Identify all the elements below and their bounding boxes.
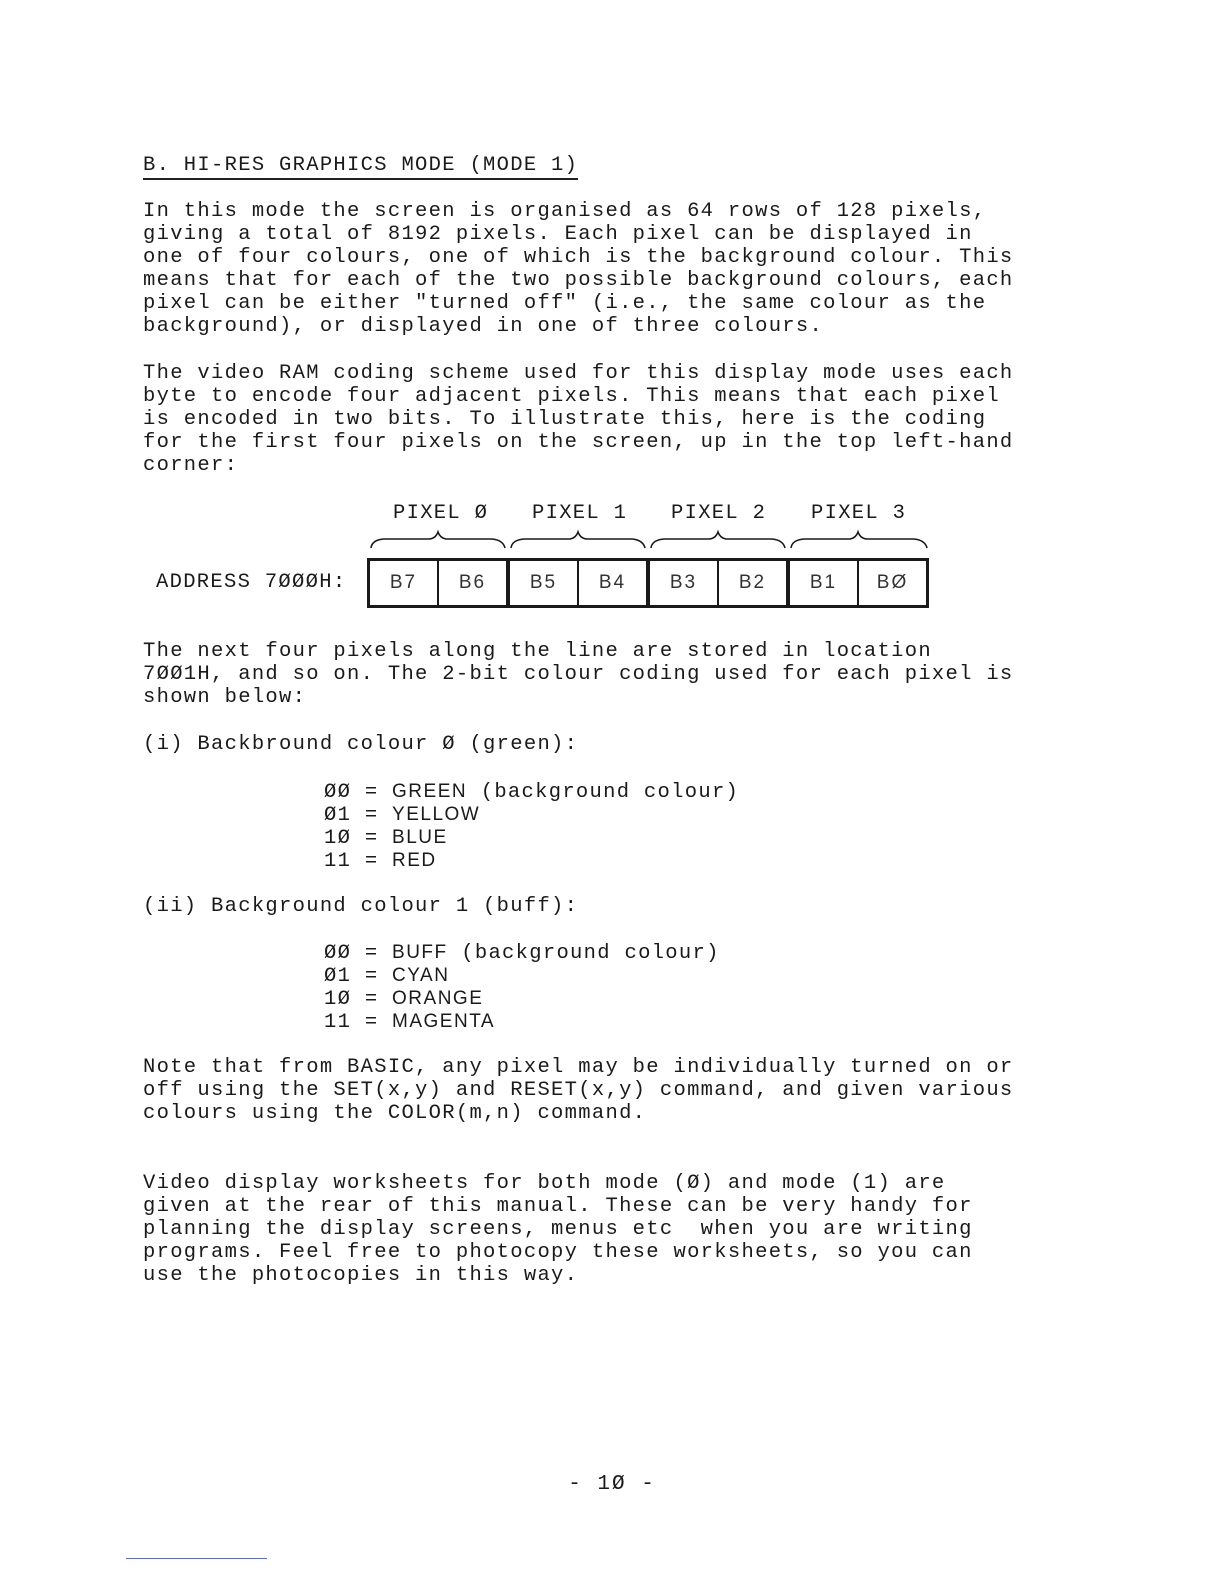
brace-pixel-2 xyxy=(651,532,785,548)
code-colour-name: CYAN xyxy=(392,965,450,986)
coding-paragraph: The video RAM coding scheme used for this display mode uses each byte to encode four adjacent pixels. This means that each pixel is encoded in two bits. To illustrate this, here is the coding for the first four pixels on the screen, up in the top left-hand corner: xyxy=(143,362,1014,477)
code-value: ØØ xyxy=(324,942,352,965)
brace-pixel-0 xyxy=(371,532,505,548)
brace-pixel-3 xyxy=(791,532,927,548)
intro-paragraph: In this mode the screen is organised as 64 rows of 128 pixels, giving a total of 8192 pixels. Each pixel can be displayed in one of four colours, one of which is the background colour. This means that for each of the two possible background colours, each pixel can be either "turned off" (i.e., the same colour as the background), or displayed in one of three colours. xyxy=(143,200,1014,338)
pixel-braces xyxy=(0,528,1224,552)
pixel-label-0: PIXEL Ø xyxy=(393,502,489,525)
pixel-label-3: PIXEL 3 xyxy=(811,502,907,525)
bit-cell: BØ xyxy=(876,572,909,593)
code-value: 11 xyxy=(324,1011,352,1034)
bit-cell: B1 xyxy=(790,561,859,605)
code-colour-name: YELLOW xyxy=(392,804,481,825)
address-label: ADDRESS 7ØØØH: xyxy=(156,571,347,594)
code-value: Ø1 xyxy=(324,965,352,988)
page-number: - 1Ø - xyxy=(568,1473,656,1496)
colour-code-row: 11 = RED xyxy=(324,850,437,873)
pixel-label-1: PIXEL 1 xyxy=(532,502,628,525)
colour-code-list-green xyxy=(324,780,739,872)
colour-code-row: 1Ø = BLUE xyxy=(324,827,448,850)
code-colour-name: BUFF xyxy=(392,942,448,963)
basic-note-paragraph: Note that from BASIC, any pixel may be individually turned on or off using the SET(x,y) and RESET(x,y) command, and given various colours using the COLOR(m,n) command. xyxy=(143,1056,1014,1125)
colour-set-heading-buff: (ii) Background colour 1 (buff): xyxy=(143,895,579,918)
code-value: 1Ø xyxy=(324,827,352,850)
code-colour-name: RED xyxy=(392,850,437,871)
byte-diagram xyxy=(367,558,929,608)
code-value: 11 xyxy=(324,850,352,873)
bit-cell: B6 xyxy=(439,561,510,605)
bit-cell: B3 xyxy=(650,561,719,605)
colour-code-list-buff xyxy=(324,941,720,1033)
code-colour-name: ORANGE xyxy=(392,988,484,1009)
code-note: (background colour) xyxy=(447,942,720,965)
code-colour-name: BLUE xyxy=(392,827,448,848)
colour-code-row: ØØ = GREEN (background colour) xyxy=(324,781,740,804)
colour-code-row: 1Ø = ORANGE xyxy=(324,988,484,1011)
code-value: ØØ xyxy=(324,781,352,804)
section-heading: B. HI-RES GRAPHICS MODE (MODE 1) xyxy=(143,154,578,180)
code-value: Ø1 xyxy=(324,804,352,827)
bit-cell: B5 xyxy=(510,561,579,605)
colour-code-row: Ø1 = CYAN xyxy=(324,965,450,988)
colour-code-row: Ø1 = YELLOW xyxy=(324,804,481,827)
footer-rule xyxy=(126,1558,267,1559)
bit-cell: B7 xyxy=(370,561,439,605)
pixel-labels xyxy=(0,502,1224,526)
code-colour-name: GREEN xyxy=(392,781,468,802)
next-pixels-paragraph: The next four pixels along the line are stored in location 7ØØ1H, and so on. The 2-bit colour coding used for each pixel is shown below: xyxy=(143,640,1014,709)
colour-code-row: 11 = MAGENTA xyxy=(324,1011,496,1034)
pixel-label-2: PIXEL 2 xyxy=(671,502,767,525)
brace-pixel-1 xyxy=(511,532,645,548)
bit-cell: B4 xyxy=(579,561,650,605)
bit-cell: B2 xyxy=(719,561,790,605)
code-colour-name: MAGENTA xyxy=(392,1011,496,1032)
colour-code-row: ØØ = BUFF (background colour) xyxy=(324,942,720,965)
code-note: (background colour) xyxy=(467,781,740,804)
code-value: 1Ø xyxy=(324,988,352,1011)
worksheets-paragraph: Video display worksheets for both mode (Ø) and mode (1) are given at the rear of this manual. These can be very handy for planning the display screens, menus etc when you are writing programs. Feel free to photocopy these worksheets, so you can use the photocopies in this way. xyxy=(143,1172,973,1287)
colour-set-heading-green: (i) Backbround colour Ø (green): xyxy=(143,733,579,756)
